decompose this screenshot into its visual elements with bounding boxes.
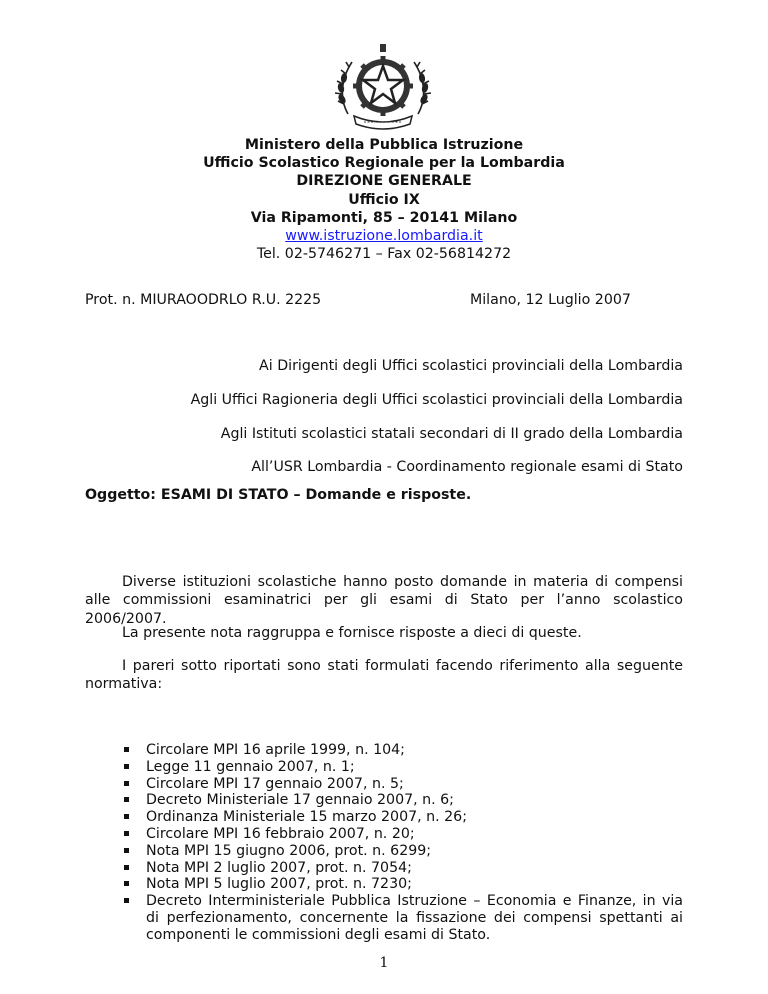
list-item: Nota MPI 2 luglio 2007, prot. n. 7054; xyxy=(124,860,683,877)
italian-republic-emblem xyxy=(330,42,436,130)
recipient: All’USR Lombardia - Coordinamento regionale esami di Stato xyxy=(251,459,683,475)
contacts: Tel. 02-5746271 – Fax 02-56814272 xyxy=(256,246,512,263)
body-paragraph: I pareri sotto riportati sono stati formulati facendo riferimento alla seguente normativa: xyxy=(85,658,683,693)
letter-date: Milano, 12 Luglio 2007 xyxy=(470,292,631,308)
address: Via Ripamonti, 85 – 20141 Milano xyxy=(250,209,518,226)
bullet-icon xyxy=(124,814,129,819)
list-item: Nota MPI 5 luglio 2007, prot. n. 7230; xyxy=(124,876,683,893)
page-number: 1 xyxy=(379,955,389,971)
bullet-icon xyxy=(124,764,129,769)
bullet-icon xyxy=(124,781,129,786)
letterhead xyxy=(0,136,768,263)
list-item: Circolare MPI 16 febbraio 2007, n. 20; xyxy=(124,826,683,843)
references-list xyxy=(124,742,683,944)
bullet-icon xyxy=(124,881,129,886)
protocol-number: Prot. n. MIURAOODRLO R.U. 2225 xyxy=(85,292,322,308)
subject-line: Oggetto: ESAMI DI STATO – Domande e risposte. xyxy=(85,487,472,503)
list-item: Ordinanza Ministeriale 15 marzo 2007, n. 26; xyxy=(124,809,683,826)
recipient: Ai Dirigenti degli Uffici scolastici provinciali della Lombardia xyxy=(259,358,683,374)
bullet-icon xyxy=(124,747,129,752)
recipient: Agli Istituti scolastici statali secondari di II grado della Lombardia xyxy=(220,426,683,442)
list-item: Circolare MPI 16 aprile 1999, n. 104; xyxy=(124,742,683,759)
recipient: Agli Uffici Ragioneria degli Uffici scolastici provinciali della Lombardia xyxy=(190,392,683,408)
bullet-icon xyxy=(124,797,129,802)
general-direction: DIREZIONE GENERALE xyxy=(296,173,472,190)
ministry-name: Ministero della Pubblica Istruzione xyxy=(244,137,524,153)
list-item: Circolare MPI 17 gennaio 2007, n. 5; xyxy=(124,776,683,793)
bullet-icon xyxy=(124,831,129,836)
list-item: Legge 11 gennaio 2007, n. 1; xyxy=(124,759,683,776)
bullet-icon xyxy=(124,848,129,853)
list-item: Nota MPI 15 giugno 2006, prot. n. 6299; xyxy=(124,843,683,860)
regional-office: Ufficio Scolastico Regionale per la Lombardia xyxy=(203,155,565,172)
website-link[interactable]: www.istruzione.lombardia.it xyxy=(285,228,483,245)
list-item: Decreto Ministeriale 17 gennaio 2007, n. 6; xyxy=(124,792,683,809)
body-paragraph: La presente nota raggruppa e fornisce risposte a dieci di queste. xyxy=(122,625,582,641)
body-paragraph: Diverse istituzioni scolastiche hanno posto domande in materia di compensi alle commissioni esaminatrici per gli esami di Stato per l’anno scolastico 2006/2007. xyxy=(85,574,683,627)
office-unit: Ufficio IX xyxy=(348,191,420,208)
list-item: Decreto Interministeriale Pubblica Istruzione – Economia e Finanze, in via di perfezionamento, concernente la fissazione dei compensi spettanti ai componenti le commissioni degli esami di Stato. xyxy=(124,893,683,943)
bullet-icon xyxy=(124,865,129,870)
bullet-icon xyxy=(124,898,129,903)
